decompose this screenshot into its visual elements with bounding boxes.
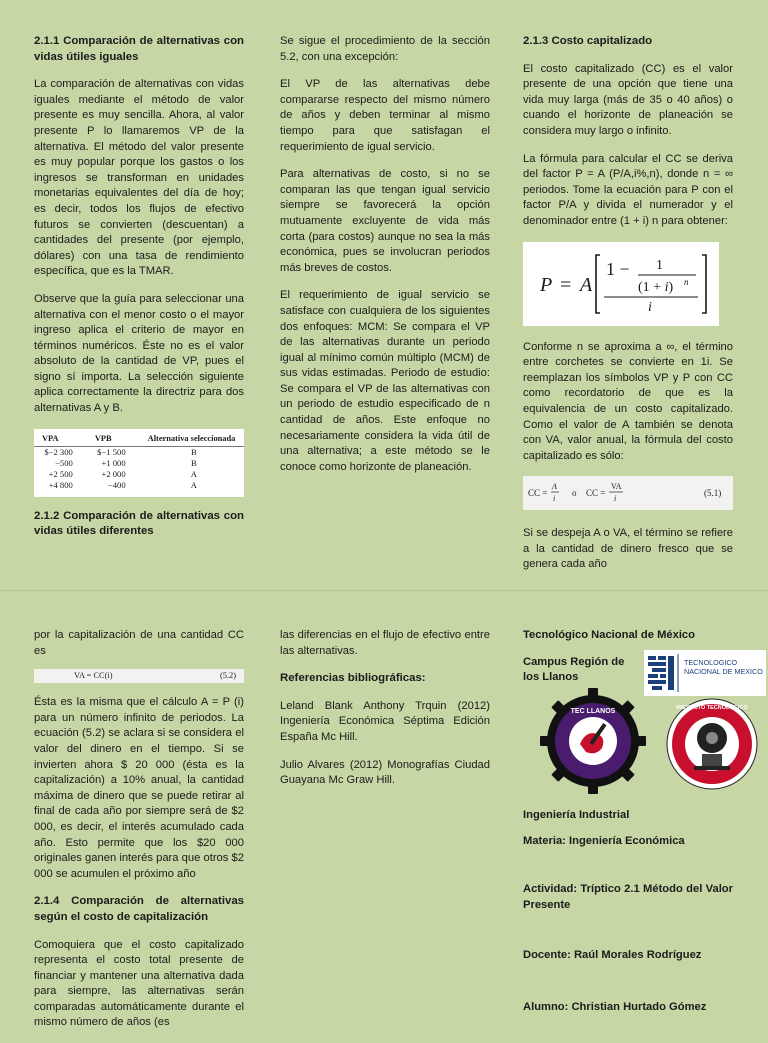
paragraph: por la capitalización de una cantidad CC es xyxy=(34,629,244,657)
equation-number: (5.2) xyxy=(219,671,236,681)
equation-number: (5.1) xyxy=(704,488,722,499)
svg-text:i: i xyxy=(648,299,652,315)
reference-1: Leland Blank Anthony Trquin (2012) Ingeniería Económica Séptima Edición España Mc Hill. xyxy=(280,699,490,743)
table-row xyxy=(34,458,244,469)
formula-image-cc xyxy=(523,476,733,510)
reference-2: Julio Alvares (2012) Monografías Ciudad Guayana Mc Graw Hill. xyxy=(280,758,490,787)
alternatives-table xyxy=(34,429,244,497)
page-divider xyxy=(0,590,768,591)
paragraph: El costo capitalizado (CC) es el valor presente de una opción que tiene una vida muy larga (más de 35 o 40 años) o cuando el horizonte de planeación se considera muy largo o infinito. xyxy=(523,62,733,137)
table-cell: −500 xyxy=(55,457,73,468)
formula-cc-graphic xyxy=(524,477,732,509)
table-cell: −400 xyxy=(107,479,126,490)
svg-text:A: A xyxy=(552,482,557,492)
table-cell: B xyxy=(190,457,197,468)
paragraph: Ésta es la misma que el cálculo A = P (i) para un número infinito de periodos. La ecuación (5.2) se aclara si se considera el valor del dinero en el tiempo. Si se invierten ahora $ 20 000 (ésta es la capitalización) a 10% anual, la cantidad máxima de dinero que se puede retirar al final de cada año por siempre será de $2 000, es decir, el interés acumulado cada año. Esto permite que los $20 000 originales ganen interés para que otros $2 000 se acumulen el próximo año xyxy=(34,696,244,880)
references-heading: Referencias bibliográficas: xyxy=(280,672,426,685)
heading-2-1-2: 2.1.2 Comparación de alternativas con vidas útiles diferentes xyxy=(34,509,244,538)
column-1 xyxy=(34,628,244,1043)
table-cell: $−2 300 xyxy=(44,446,73,457)
tecnm-logo-text: TECNOLOGICO NACIONAL DE MEXICO xyxy=(684,658,763,676)
svg-text:n: n xyxy=(684,276,689,287)
activity-name: Actividad: Tríptico 2.1 Método del Valor Presente xyxy=(523,883,733,911)
paragraph: Se sigue el procedimiento de la sección 5.2, con una excepción: xyxy=(280,35,490,63)
table-cell: +2 500 xyxy=(48,468,73,479)
table-cell: A xyxy=(190,479,197,490)
formula-p-graphic xyxy=(526,245,716,323)
formula-text: VA = CC(i) xyxy=(74,671,113,681)
header-vpb: VPB xyxy=(87,429,140,447)
student-name: Alumno: Christian Hurtado Gómez xyxy=(523,1001,707,1013)
ingenieria-industrial-logo xyxy=(540,688,646,794)
paragraph: Para alternativas de costo, si no se comparan las que tengan igual servicio siempre se favorecerá la opción mutuamente excluyente de vida más corta (para costos) aunque no sea la más económica, pues se involucran periodos más breves de costos. xyxy=(280,168,490,274)
table-row xyxy=(34,446,244,458)
tecnm-logo xyxy=(644,650,766,696)
svg-text:o: o xyxy=(572,488,577,499)
paragraph: Comoquiera que el costo capitalizado representa el costo total presente de financiar y mantener una alternativa dada para siempre, las alternativas serán comparadas automáticamente durante el mismo número de años (es xyxy=(34,938,244,1029)
column-1 xyxy=(34,34,244,552)
svg-text:1: 1 xyxy=(656,257,663,273)
svg-text:(1 + i): (1 + i) xyxy=(638,279,674,295)
svg-text:i: i xyxy=(553,494,556,504)
table-header-row xyxy=(34,429,244,447)
svg-text:INSTITUTO TECNOLÓGICO: INSTITUTO TECNOLÓGICO xyxy=(676,705,748,711)
formula-image-va xyxy=(34,669,244,683)
paragraph: Observe que la guía para seleccionar una alternativa con el menor costo o el mayor ingreso aplica el criterio de mayor en términos numéricos. Éste no es el valor absoluto de la cantidad de VP, pues el signo sí importa. La selección siguiente aplica correctamente la directriz para dos alternativas A y B. xyxy=(34,292,244,415)
table-row xyxy=(34,469,244,480)
paragraph: Si se despeja A o VA, el término se refiere a la cantidad de dinero fresco que se genera cada año xyxy=(523,527,733,571)
institution-name: Tecnológico Nacional de México xyxy=(523,629,695,641)
formula-image-p xyxy=(523,242,719,326)
header-selected: Alternativa seleccionada xyxy=(140,429,244,447)
svg-text:1 −: 1 − xyxy=(606,258,630,279)
heading-2-1-3: 2.1.3 Costo capitalizado xyxy=(523,35,653,47)
subject-name: Materia: Ingeniería Económica xyxy=(523,835,685,847)
svg-text:VA: VA xyxy=(611,482,622,492)
heading-2-1-4: 2.1.4 Comparación de alternativas según el costo de capitalización xyxy=(34,895,244,923)
table-cell: +2 000 xyxy=(101,468,126,479)
itsrll-logo xyxy=(666,696,758,794)
svg-text:A: A xyxy=(580,273,593,296)
teacher-name: Docente: Raúl Morales Rodríguez xyxy=(523,949,702,961)
table-cell: B xyxy=(190,446,197,457)
paragraph: El requerimiento de igual servicio se satisface con cualquiera de los siguientes dos enfoques: MCM: Se compara el VP de las alternativas durante un periodo igual al mínimo común múltiplo (MCM) de sus vidas estimadas. Periodo de estudio: Se compara el VP de las alternativas con un periodo de estudio especificado de n cantidad de años. Este enfoque no necesariamente considera la vida útil de una alternativa; a este método se le conoce como horizonte de planeación. xyxy=(280,289,490,473)
paragraph: El VP de las alternativas debe compararse respecto del mismo número de años y deben terminar al mismo tiempo para que satisfagan el requerimiento de igual servicio. xyxy=(280,78,490,153)
svg-text:CC =: CC = xyxy=(586,488,606,499)
table-cell: A xyxy=(190,468,197,479)
svg-text:i: i xyxy=(614,494,617,504)
paragraph: Conforme n se aproxima a ∞, el término entre corchetes se convierte en 1i. Se reemplazan los símbolos VP y P con CC como recordatorio de que es la equivalencia de un costo capitalizado. Como el valor de A también se denota con VA, valor anual, la fórmula del costo capitalizado es sólo: xyxy=(523,340,733,462)
header-vpa: VPA xyxy=(34,429,87,447)
career-name: Ingeniería Industrial xyxy=(523,809,630,821)
svg-text:=: = xyxy=(560,273,572,296)
table-cell: +4 800 xyxy=(48,479,73,490)
institute-seal-icon xyxy=(666,696,758,794)
table-cell: +1 000 xyxy=(101,457,126,468)
svg-text:CC =: CC = xyxy=(528,488,548,499)
paragraph: las diferencias en el flujo de efectivo entre las alternativas. xyxy=(280,629,490,657)
svg-text:TEC LLANOS: TEC LLANOS xyxy=(570,708,616,715)
table-row xyxy=(34,480,244,497)
triptych-inner-side xyxy=(0,592,768,1029)
table-cell: $−1 500 xyxy=(97,446,126,457)
paragraph: La fórmula para calcular el CC se deriva del factor P = A (P/A,i%,n), donde n = ∞ periodos. Tome la ecuación para P con el factor P/A y divida el numerador y el denominador entre (1 + i) n para obtener: xyxy=(523,152,733,227)
campus-name: Campus Región de los Llanos xyxy=(523,655,625,684)
paragraph: La comparación de alternativas con vidas iguales mediante el método de valor presente es muy sencilla. Ahora, al valor presente P lo llamaremos VP de la alternativa. El método del valor presente es muy popular porque los gastos o los ingresos se transforman en unidades monetarias equivalentes del día de hoy; es decir, todos los flujos de efectivo futuros se convierten (descuentan) a cantidades del presente (por ejemplo, dólares) con una tasa de rendimiento específica, que es la TMAR. xyxy=(34,78,244,278)
heading-2-1-1: 2.1.1 Comparación de alternativas con vidas útiles iguales xyxy=(34,35,244,63)
column-3 xyxy=(523,34,733,585)
svg-text:P: P xyxy=(540,273,553,296)
column-2 xyxy=(280,628,490,801)
column-2 xyxy=(280,34,490,487)
gear-emblem-icon xyxy=(540,688,646,794)
